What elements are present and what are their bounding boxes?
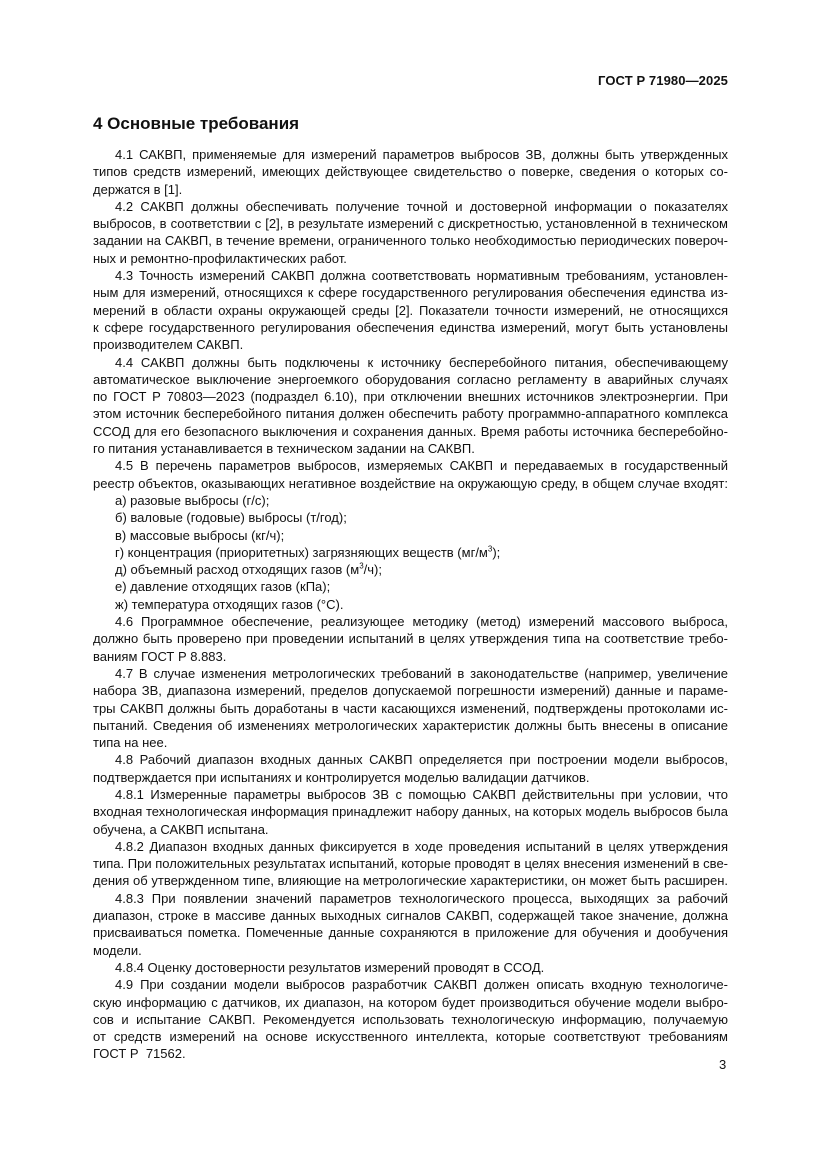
text-line — [93, 302, 728, 319]
text-line — [93, 907, 728, 924]
superscript: 3 — [487, 544, 493, 554]
text-line-content: присваиваться пометка. Помеченные данные сохраняются в приложение для обучения и дообучения — [93, 925, 728, 941]
text-line-content: мерений в области охраны окружающей среды [2]. Показатели точности измерений, не относящихся — [93, 302, 728, 318]
text-line-content: по ГОСТ Р 70803—2023 (подраздел 6.10), при отключении внешних источников электроэнергии. При — [93, 389, 728, 405]
text-line-content: от средств измерений на основе искусственного интеллекта, которые соответствуют требованиям — [93, 1029, 728, 1045]
text-line — [93, 544, 728, 561]
text-line-content: 4.7 В случае изменения метрологических требований в законодательстве (например, увеличение — [115, 665, 728, 681]
text-line — [93, 700, 728, 717]
text-line-content: набора ЗВ, диапазона измерений, пределов допускаемой погрешности измерений) данные и параме- — [93, 683, 728, 699]
text-line — [93, 440, 728, 457]
text-line — [93, 354, 728, 371]
text-line — [93, 751, 728, 768]
text-line — [93, 250, 728, 267]
text-line — [93, 336, 728, 353]
text-line — [93, 198, 728, 215]
text-line — [93, 924, 728, 941]
text-line-content: производителем САКВП. — [93, 337, 244, 353]
text-line-content: в) массовые выбросы (кг/ч); — [115, 527, 285, 543]
text-line — [93, 596, 728, 613]
text-line — [93, 215, 728, 232]
text-line — [93, 717, 728, 734]
text-line — [93, 423, 728, 440]
body-text — [93, 146, 728, 1063]
text-line-content: подтверждается при испытаниях и контролируется моделью валидации датчиков. — [93, 769, 590, 785]
text-line-content: 4.8.4 Оценку достоверности результатов измерений проводят в ССОД. — [115, 959, 545, 975]
text-line-content: 4.9 При создании модели выбросов разработчик САКВП должен описать входную технологиче- — [115, 977, 728, 993]
text-line — [93, 682, 728, 699]
text-line-suffix: /ч); — [363, 562, 382, 578]
text-line — [93, 821, 728, 838]
text-line-content: ж) температура отходящих газов (°С). — [115, 596, 344, 612]
text-line-content: 4.2 САКВП должны обеспечивать получение точной и достоверной информации о показателях — [115, 198, 728, 214]
text-line-content: а) разовые выбросы (г/с); — [115, 492, 270, 508]
text-line-content: автоматическое выключение энергоемкого оборудования согласно регламенту в аварийных случаях — [93, 371, 728, 387]
text-line-content: 4.1 САКВП, применяемые для измерений параметров выбросов ЗВ, должны быть утвержденных — [115, 147, 728, 162]
text-line-content: ССОД для его безопасного выключения и сохранения данных. Время работы источника бесперебойно- — [93, 423, 728, 439]
text-line — [93, 371, 728, 388]
text-line-content: 4.8.1 Измеренные параметры выбросов ЗВ с помощью САКВП действительны при условии, что — [115, 786, 728, 802]
page-number: 3 — [719, 1057, 727, 1072]
text-line — [93, 561, 728, 578]
text-line — [93, 163, 728, 180]
superscript: 3 — [359, 561, 364, 571]
text-line — [93, 578, 728, 595]
text-line — [93, 388, 728, 405]
text-line-content: 4.8.3 При появлении значений параметров технологического процесса, выходящих за рабочий — [115, 890, 728, 906]
text-line — [93, 1045, 728, 1062]
text-line — [93, 803, 728, 820]
document-code-header: ГОСТ Р 71980—2025 — [598, 73, 728, 88]
text-line — [93, 994, 728, 1011]
text-line-content: типов средств измерений, имеющих действующее свидетельство о поверке, сведения о которых со- — [93, 164, 728, 180]
text-line-content: г) концентрация (приоритетных) загрязняющих веществ (мг/м — [115, 544, 488, 560]
text-line-content: типа. При положительных результатах испытаний, которые проводят в целях внесения изменений в све- — [93, 856, 728, 872]
text-line — [93, 267, 728, 284]
text-line-content: го питания устанавливается в техническом задании на САКВП. — [93, 441, 475, 457]
text-line-content: ных и ремонтно-профилактических работ. — [93, 250, 347, 266]
text-line — [93, 509, 728, 526]
text-line — [93, 613, 728, 630]
text-line — [93, 405, 728, 422]
text-line-content: типа на нее. — [93, 735, 168, 751]
text-line-content: должно быть проверено при проведении испытаний в целях утверждения типа на соответствие требо- — [93, 631, 728, 647]
section-title: 4 Основные требования — [93, 114, 300, 133]
text-line — [93, 319, 728, 336]
text-line — [93, 630, 728, 647]
text-line — [93, 492, 728, 509]
text-line — [93, 855, 728, 872]
text-line-content: е) давление отходящих газов (кПа); — [115, 579, 331, 595]
text-line — [93, 475, 728, 492]
text-line — [93, 872, 728, 889]
text-line — [93, 457, 728, 474]
text-line — [93, 942, 728, 959]
text-line — [93, 976, 728, 993]
text-line-content: 4.8.2 Диапазон входных данных фиксируется в ходе проведения испытаний в целях утверждения — [115, 838, 728, 854]
text-line — [93, 648, 728, 665]
text-line-content: ваниям ГОСТ Р 8.883. — [93, 648, 227, 664]
text-line — [93, 1011, 728, 1028]
text-line-content: д) объемный расход отходящих газов (м — [115, 562, 360, 578]
text-line-content: 4.8 Рабочий диапазон входных данных САКВП определяется при построении модели выбросов, — [115, 752, 728, 768]
text-line — [93, 959, 728, 976]
text-line-content: сов и испытание САКВП. Рекомендуется использовать технологическую информацию, получаемую — [93, 1011, 728, 1027]
text-line-content: реестр объектов, оказывающих негативное воздействие на окружающую среду, в общем случае входят: — [93, 475, 728, 491]
text-line-content: б) валовые (годовые) выбросы (т/год); — [115, 510, 347, 526]
text-line-suffix: ); — [492, 544, 501, 560]
text-line-content: ГОСТ Р 71562. — [93, 1046, 186, 1062]
text-line — [93, 284, 728, 301]
text-line-content: диапазон, строке в массиве данных выходных сигналов САКВП, содержащей такое значение, должна — [93, 908, 728, 924]
text-line-content: пытаний. Сведения об изменениях метрологических характеристик должны быть внесены в описание — [93, 717, 728, 733]
text-line-content: 4.6 Программное обеспечение, реализующее методику (метод) измерений массового выброса, — [115, 614, 728, 630]
text-line — [93, 786, 728, 803]
text-line — [93, 527, 728, 544]
text-line — [93, 734, 728, 751]
text-line — [93, 665, 728, 682]
text-line-content: держатся в [1]. — [93, 181, 183, 197]
text-line — [93, 181, 728, 198]
text-line-content: модели. — [93, 942, 142, 958]
text-line-content: ным для измерений, относящихся к сфере государственного регулирования обеспечения единства из- — [93, 285, 728, 301]
text-line-content: к сфере государственного регулирования обеспечения единства измерений, могут быть установлены — [93, 319, 728, 335]
text-line-content: дения об утвержденном типе, влияющие на метрологические характеристики, он может быть расширен. — [93, 873, 728, 889]
text-line-content: 4.4 САКВП должны быть подключены к источнику бесперебойного питания, обеспечивающему — [115, 354, 728, 370]
text-line-content: тры САКВП должны быть доработаны в части касающихся изменений, подтверждены протоколами ис- — [93, 700, 728, 716]
text-line-content: этом источник бесперебойного питания должен обеспечить работу программно-аппаратного комплекса — [93, 406, 728, 422]
text-line — [93, 232, 728, 249]
text-line-content: задании на САКВП, в течение времени, ограниченного только необходимостью периодических повероч- — [93, 233, 728, 249]
text-line — [93, 146, 728, 163]
text-line-content: 4.3 Точность измерений САКВП должна соответствовать нормативным требованиям, установлен- — [115, 268, 728, 284]
text-line-content: входная технологическая информация принадлежит набору данных, на которых модель выбросов была — [93, 804, 728, 820]
text-line-content: выбросов, в соответствии с [2], в результате измерений с дискретностью, установленной в техническом — [93, 216, 728, 232]
text-line-content: скую информацию с датчиков, их диапазон, на котором будет производиться обучение модели выбро- — [93, 994, 728, 1010]
text-line — [93, 890, 728, 907]
text-line — [93, 1028, 728, 1045]
text-line — [93, 769, 728, 786]
text-line-content: обучена, а САКВП испытана. — [93, 821, 269, 837]
text-line — [93, 838, 728, 855]
text-line-content: 4.5 В перечень параметров выбросов, измеряемых САКВП и передаваемых в государственный — [115, 458, 728, 474]
